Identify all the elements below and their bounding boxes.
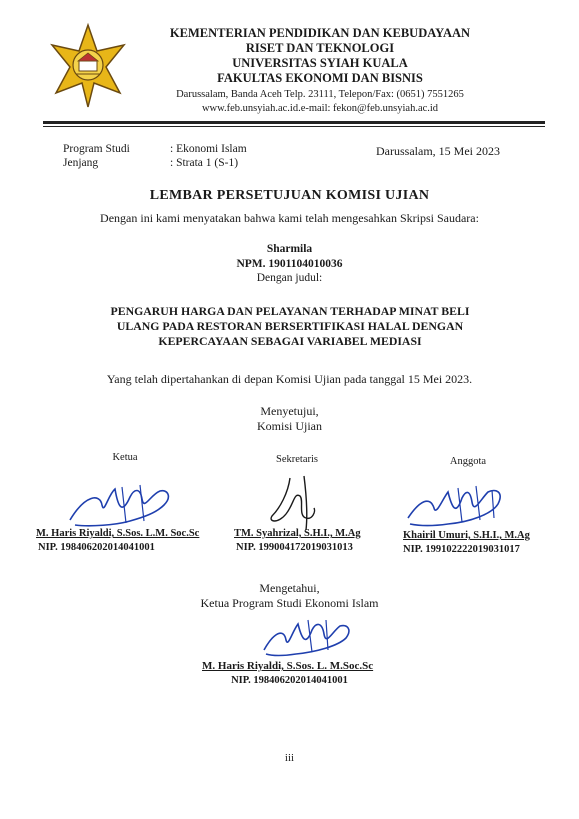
signature-kaprodi: [256, 612, 366, 662]
judul-label: Dengan judul:: [256, 272, 323, 284]
ketua-nip: NIP. 198406202014041001: [38, 542, 155, 553]
thesis-title-line3: KEPERCAYAAN SEBAGAI VARIABEL MEDIASI: [158, 334, 422, 348]
student-npm: NPM. 1901104010036: [236, 258, 343, 270]
header-rule-thick: [43, 121, 545, 124]
kaprodi-name: M. Haris Riyaldi, S.Sos. L. M.Soc.Sc: [202, 660, 374, 672]
jenjang-label: Jenjang: [63, 157, 99, 169]
signature-ketua: [60, 475, 210, 535]
web-email-line: www.feb.unsyiah.ac.id.e-mail: fekon@feb.unsyiah.ac.id: [201, 103, 439, 114]
ketua-name: M. Haris Riyaldi, S.Sos. L.M. Soc.Sc: [36, 528, 200, 539]
page-number: iii: [284, 752, 295, 764]
role-anggota: Anggota: [449, 456, 487, 467]
thesis-title-line2: ULANG PADA RESTORAN BERSERTIFIKASI HALAL DENGAN: [116, 319, 464, 333]
role-sekretaris: Sekretaris: [276, 454, 318, 465]
approve-line2: Komisi Ujian: [257, 419, 322, 433]
ministry-name: KEMENTERIAN PENDIDIKAN DAN KEBUDAYAAN: [169, 26, 471, 40]
place-date: Darussalam, 15 Mei 2023: [376, 144, 500, 158]
student-name: Sharmila: [266, 243, 313, 255]
university-name: UNIVERSITAS SYIAH KUALA: [232, 56, 408, 70]
faculty-name: FAKULTAS EKONOMI DAN BISNIS: [217, 71, 423, 85]
sekretaris-name: TM. Syahrizal, S.H.I., M.Ag: [234, 528, 361, 539]
thesis-title-line1: PENGARUH HARGA DAN PELAYANAN TERHADAP MINAT BELI: [110, 304, 470, 318]
kaprodi-nip: NIP. 198406202014041001: [231, 675, 348, 686]
role-ketua: Ketua: [112, 452, 138, 463]
acknowledge-line1: Mengetahui,: [259, 581, 320, 595]
program-value: : Ekonomi Islam: [170, 143, 247, 155]
document-title: LEMBAR PERSETUJUAN KOMISI UJIAN: [149, 188, 430, 203]
sekretaris-nip: NIP. 199004172019031013: [236, 542, 353, 553]
jenjang-value: : Strata 1 (S-1): [170, 157, 239, 169]
header-rule-thin: [43, 126, 545, 127]
university-seal-icon: [38, 22, 138, 108]
signature-anggota: [400, 478, 530, 533]
ministry-subname: RISET DAN TEKNOLOGI: [245, 41, 395, 55]
approve-line1: Menyetujui,: [260, 404, 319, 418]
address-line: Darussalam, Banda Aceh Telp. 23111, Telepon/Fax: (0651) 7551265: [176, 89, 464, 100]
defended-statement: Yang telah dipertahankan di depan Komisi Ujian pada tanggal 15 Mei 2023.: [106, 372, 473, 386]
program-label: Program Studi: [63, 143, 130, 155]
acknowledge-line2: Ketua Program Studi Ekonomi Islam: [200, 596, 379, 610]
anggota-name: Khairil Umuri, S.H.I., M.Ag: [403, 530, 530, 541]
anggota-nip: NIP. 199102222019031017: [403, 544, 520, 555]
intro-text: Dengan ini kami menyatakan bahwa kami telah mengesahkan Skripsi Saudara:: [100, 211, 479, 225]
